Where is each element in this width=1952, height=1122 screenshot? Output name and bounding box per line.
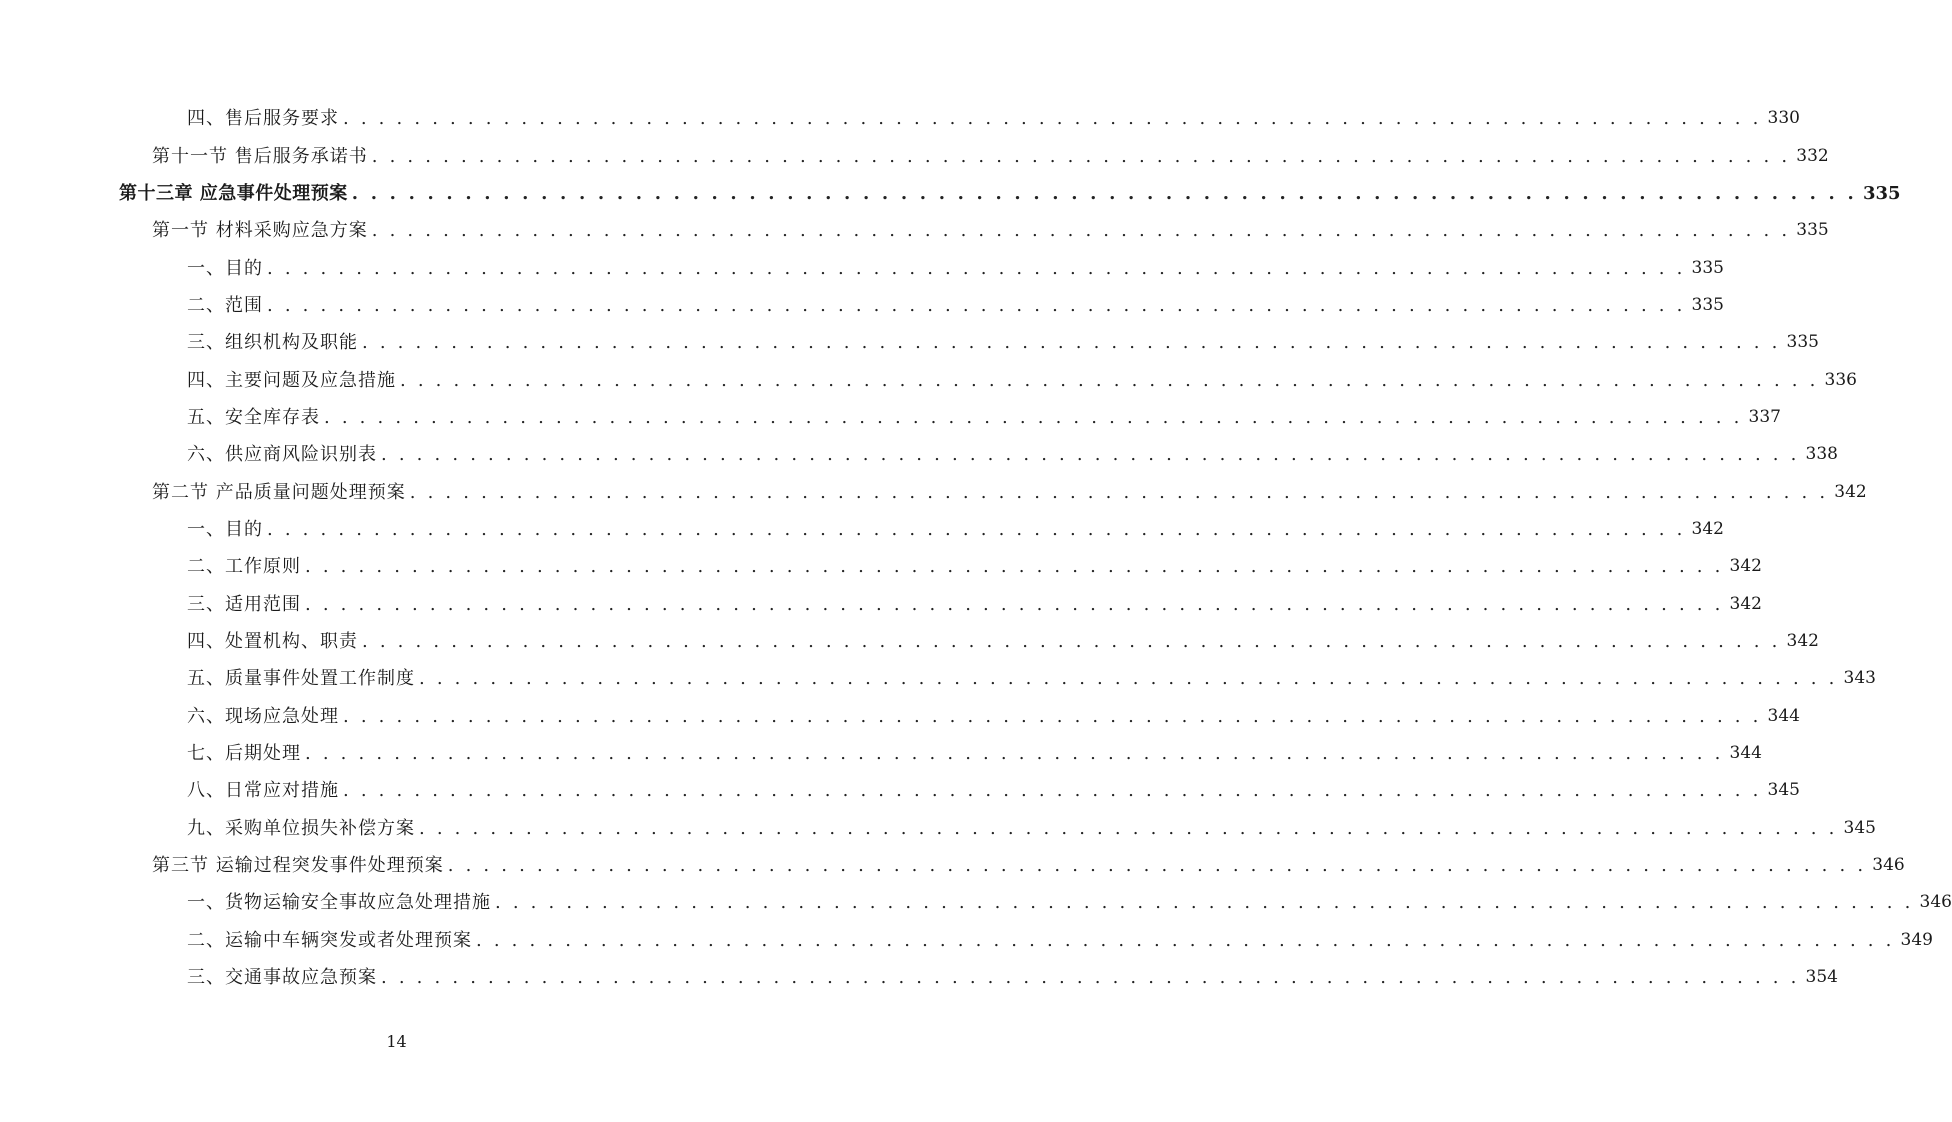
- toc-entry[interactable]: [0, 473, 1867, 510]
- dot-leader: . . . . . . . . . . . . . . . . . . . . . . . . . . . . . . . . . . . . . . . . . . . . . . . . . . . . . . . . . . . . . . . . . . . . . . . . . . . . . . . .: [343, 108, 1762, 130]
- toc-entry[interactable]: [0, 137, 1829, 174]
- toc-entry[interactable]: [0, 847, 1905, 884]
- dot-leader: . . . . . . . . . . . . . . . . . . . . . . . . . . . . . . . . . . . . . . . . . . . . . . . . . . . . . . . . . . . . . . . . . . . . . . . . . . . . . . . .: [419, 668, 1838, 690]
- toc-entry-page: 335: [1786, 332, 1819, 353]
- toc-entry[interactable]: [0, 175, 1901, 212]
- dot-leader: . . . . . . . . . . . . . . . . . . . . . . . . . . . . . . . . . . . . . . . . . . . . . . . . . . . . . . . . . . . . . . . . . . . . . . . . . . . . . . . .: [362, 332, 1781, 354]
- toc-entry[interactable]: [0, 548, 1762, 585]
- toc-entry-page: 335: [1691, 294, 1724, 315]
- dot-leader: . . . . . . . . . . . . . . . . . . . . . . . . . . . . . . . . . . . . . . . . . . . . . . . . . . . . . . . . . . . . . . . . . . . . . . . . . . . . . . . .: [267, 518, 1686, 540]
- toc-entry-label: 三、交通事故应急预案: [187, 967, 377, 989]
- toc-entry[interactable]: [0, 623, 1819, 660]
- toc-entry-page: 344: [1729, 743, 1762, 764]
- toc-entry[interactable]: [0, 511, 1724, 548]
- toc-entry-page: 343: [1843, 668, 1876, 689]
- page-number: 14: [386, 1032, 407, 1051]
- toc-entry-page: 345: [1767, 780, 1800, 801]
- dot-leader: . . . . . . . . . . . . . . . . . . . . . . . . . . . . . . . . . . . . . . . . . . . . . . . . . . . . . . . . . . . . . . . . . . . . . . . . . . . . . . . .: [267, 294, 1686, 316]
- toc-entry[interactable]: [0, 436, 1838, 473]
- toc-entry[interactable]: [0, 959, 1838, 996]
- toc-entry-label: 五、安全库存表: [187, 406, 320, 428]
- toc-entry[interactable]: [0, 212, 1829, 249]
- toc-entry[interactable]: [0, 660, 1876, 697]
- toc-entry[interactable]: [0, 324, 1819, 361]
- toc-entry-page: 336: [1824, 369, 1857, 390]
- toc-entry-page: 335: [1796, 220, 1829, 241]
- dot-leader: . . . . . . . . . . . . . . . . . . . . . . . . . . . . . . . . . . . . . . . . . . . . . . . . . . . . . . . . . . . . . . . . . . . . . . . . . . . . . . . .: [267, 257, 1686, 279]
- dot-leader: . . . . . . . . . . . . . . . . . . . . . . . . . . . . . . . . . . . . . . . . . . . . . . . . . . . . . . . . . . . . . . . . . . . . . . . . . . . . . . . .: [371, 145, 1791, 167]
- toc-entry-label: 第十三章 应急事件处理预案: [119, 182, 348, 204]
- toc-entry-label: 一、目的: [187, 518, 263, 540]
- toc-entry-page: 342: [1834, 481, 1867, 502]
- dot-leader: . . . . . . . . . . . . . . . . . . . . . . . . . . . . . . . . . . . . . . . . . . . . . . . . . . . . . . . . . . . . . . . . . . . . . . . . . . . . . . . .: [343, 705, 1762, 727]
- toc-entry-label: 四、主要问题及应急措施: [187, 369, 396, 391]
- toc-entry-label: 第二节 产品质量问题处理预案: [152, 481, 406, 503]
- dot-leader: . . . . . . . . . . . . . . . . . . . . . . . . . . . . . . . . . . . . . . . . . . . . . . . . . . . . . . . . . . . . . . . . . . . . . . . . . . . . . . . .: [305, 743, 1724, 765]
- toc-entry-label: 七、后期处理: [187, 743, 301, 765]
- toc-entry[interactable]: [0, 249, 1724, 286]
- dot-leader: . . . . . . . . . . . . . . . . . . . . . . . . . . . . . . . . . . . . . . . . . . . . . . . . . . . . . . . . . . . . . . . . . . . . . . . . . . . . . . . .: [476, 929, 1895, 951]
- dot-leader: . . . . . . . . . . . . . . . . . . . . . . . . . . . . . . . . . . . . . . . . . . . . . . . . . . . . . . . . . . . . . . . . . . . . . . . . . . . . . . . .: [495, 892, 1914, 914]
- toc-entry-label: 一、目的: [187, 257, 263, 279]
- dot-leader: . . . . . . . . . . . . . . . . . . . . . . . . . . . . . . . . . . . . . . . . . . . . . . . . . . . . . . . . . . . . . . . . . . . . . . . . . . . . . . . .: [351, 182, 1857, 204]
- dot-leader: . . . . . . . . . . . . . . . . . . . . . . . . . . . . . . . . . . . . . . . . . . . . . . . . . . . . . . . . . . . . . . . . . . . . . . . . . . . . . . . .: [400, 369, 1819, 391]
- toc-entry-label: 一、货物运输安全事故应急处理措施: [187, 892, 491, 914]
- dot-leader: . . . . . . . . . . . . . . . . . . . . . . . . . . . . . . . . . . . . . . . . . . . . . . . . . . . . . . . . . . . . . . . . . . . . . . . . . . . . . . . .: [343, 780, 1762, 802]
- toc-entry[interactable]: [0, 922, 1933, 959]
- toc-entry-page: 338: [1805, 444, 1838, 465]
- toc-entry[interactable]: [0, 100, 1800, 137]
- toc-entry-page: 346: [1872, 855, 1905, 876]
- toc-entry-page: 346: [1919, 892, 1952, 913]
- toc-entry-label: 五、质量事件处置工作制度: [187, 668, 415, 690]
- dot-leader: . . . . . . . . . . . . . . . . . . . . . . . . . . . . . . . . . . . . . . . . . . . . . . . . . . . . . . . . . . . . . . . . . . . . . . . . . . . . . . . .: [381, 444, 1800, 466]
- toc-entry-label: 第十一节 售后服务承诺书: [152, 145, 368, 167]
- toc-entry-page: 332: [1796, 145, 1829, 166]
- toc-entry[interactable]: [0, 810, 1876, 847]
- toc-entry[interactable]: [0, 698, 1800, 735]
- toc-entry-page: 345: [1843, 817, 1876, 838]
- dot-leader: . . . . . . . . . . . . . . . . . . . . . . . . . . . . . . . . . . . . . . . . . . . . . . . . . . . . . . . . . . . . . . . . . . . . . . . . . . . . . . . .: [324, 406, 1743, 428]
- toc-entry-page: 344: [1767, 705, 1800, 726]
- toc-entry[interactable]: [0, 772, 1800, 809]
- toc-entry[interactable]: [0, 585, 1762, 622]
- toc-entry-page: 342: [1729, 593, 1762, 614]
- toc-entry[interactable]: [0, 399, 1781, 436]
- toc-entry-label: 二、范围: [187, 294, 263, 316]
- dot-leader: . . . . . . . . . . . . . . . . . . . . . . . . . . . . . . . . . . . . . . . . . . . . . . . . . . . . . . . . . . . . . . . . . . . . . . . . . . . . . . . .: [371, 220, 1791, 242]
- toc-entry-page: 342: [1729, 556, 1762, 577]
- toc-entry-page: 354: [1805, 967, 1838, 988]
- toc-entry-label: 二、运输中车辆突发或者处理预案: [187, 929, 472, 951]
- toc-entry-label: 三、组织机构及职能: [187, 332, 358, 354]
- toc-entry-label: 八、日常应对措施: [187, 780, 339, 802]
- toc-entry-label: 三、适用范围: [187, 593, 301, 615]
- toc-entry[interactable]: [0, 287, 1724, 324]
- toc-entry-label: 四、售后服务要求: [187, 108, 339, 130]
- dot-leader: . . . . . . . . . . . . . . . . . . . . . . . . . . . . . . . . . . . . . . . . . . . . . . . . . . . . . . . . . . . . . . . . . . . . . . . . . . . . . . . .: [447, 855, 1867, 877]
- table-of-contents: [0, 100, 1952, 996]
- dot-leader: . . . . . . . . . . . . . . . . . . . . . . . . . . . . . . . . . . . . . . . . . . . . . . . . . . . . . . . . . . . . . . . . . . . . . . . . . . . . . . . .: [409, 481, 1829, 503]
- toc-entry-page: 337: [1748, 406, 1781, 427]
- toc-entry-page: 335: [1862, 182, 1901, 204]
- toc-entry-page: 330: [1767, 108, 1800, 129]
- toc-entry-label: 二、工作原则: [187, 556, 301, 578]
- toc-entry-label: 九、采购单位损失补偿方案: [187, 817, 415, 839]
- toc-entry-label: 六、现场应急处理: [187, 705, 339, 727]
- toc-entry-page: 335: [1691, 257, 1724, 278]
- toc-entry[interactable]: [0, 361, 1857, 398]
- toc-entry-label: 六、供应商风险识别表: [187, 444, 377, 466]
- toc-entry-page: 342: [1786, 630, 1819, 651]
- toc-entry-page: 349: [1900, 929, 1933, 950]
- dot-leader: . . . . . . . . . . . . . . . . . . . . . . . . . . . . . . . . . . . . . . . . . . . . . . . . . . . . . . . . . . . . . . . . . . . . . . . . . . . . . . . .: [419, 817, 1838, 839]
- toc-entry-label: 第一节 材料采购应急方案: [152, 220, 368, 242]
- toc-entry[interactable]: [0, 884, 1952, 921]
- dot-leader: . . . . . . . . . . . . . . . . . . . . . . . . . . . . . . . . . . . . . . . . . . . . . . . . . . . . . . . . . . . . . . . . . . . . . . . . . . . . . . . .: [362, 630, 1781, 652]
- dot-leader: . . . . . . . . . . . . . . . . . . . . . . . . . . . . . . . . . . . . . . . . . . . . . . . . . . . . . . . . . . . . . . . . . . . . . . . . . . . . . . . .: [305, 593, 1724, 615]
- dot-leader: . . . . . . . . . . . . . . . . . . . . . . . . . . . . . . . . . . . . . . . . . . . . . . . . . . . . . . . . . . . . . . . . . . . . . . . . . . . . . . . .: [305, 556, 1724, 578]
- dot-leader: . . . . . . . . . . . . . . . . . . . . . . . . . . . . . . . . . . . . . . . . . . . . . . . . . . . . . . . . . . . . . . . . . . . . . . . . . . . . . . . .: [381, 967, 1800, 989]
- toc-entry-page: 342: [1691, 518, 1724, 539]
- toc-entry-label: 第三节 运输过程突发事件处理预案: [152, 855, 444, 877]
- toc-entry-label: 四、处置机构、职责: [187, 630, 358, 652]
- toc-entry[interactable]: [0, 735, 1762, 772]
